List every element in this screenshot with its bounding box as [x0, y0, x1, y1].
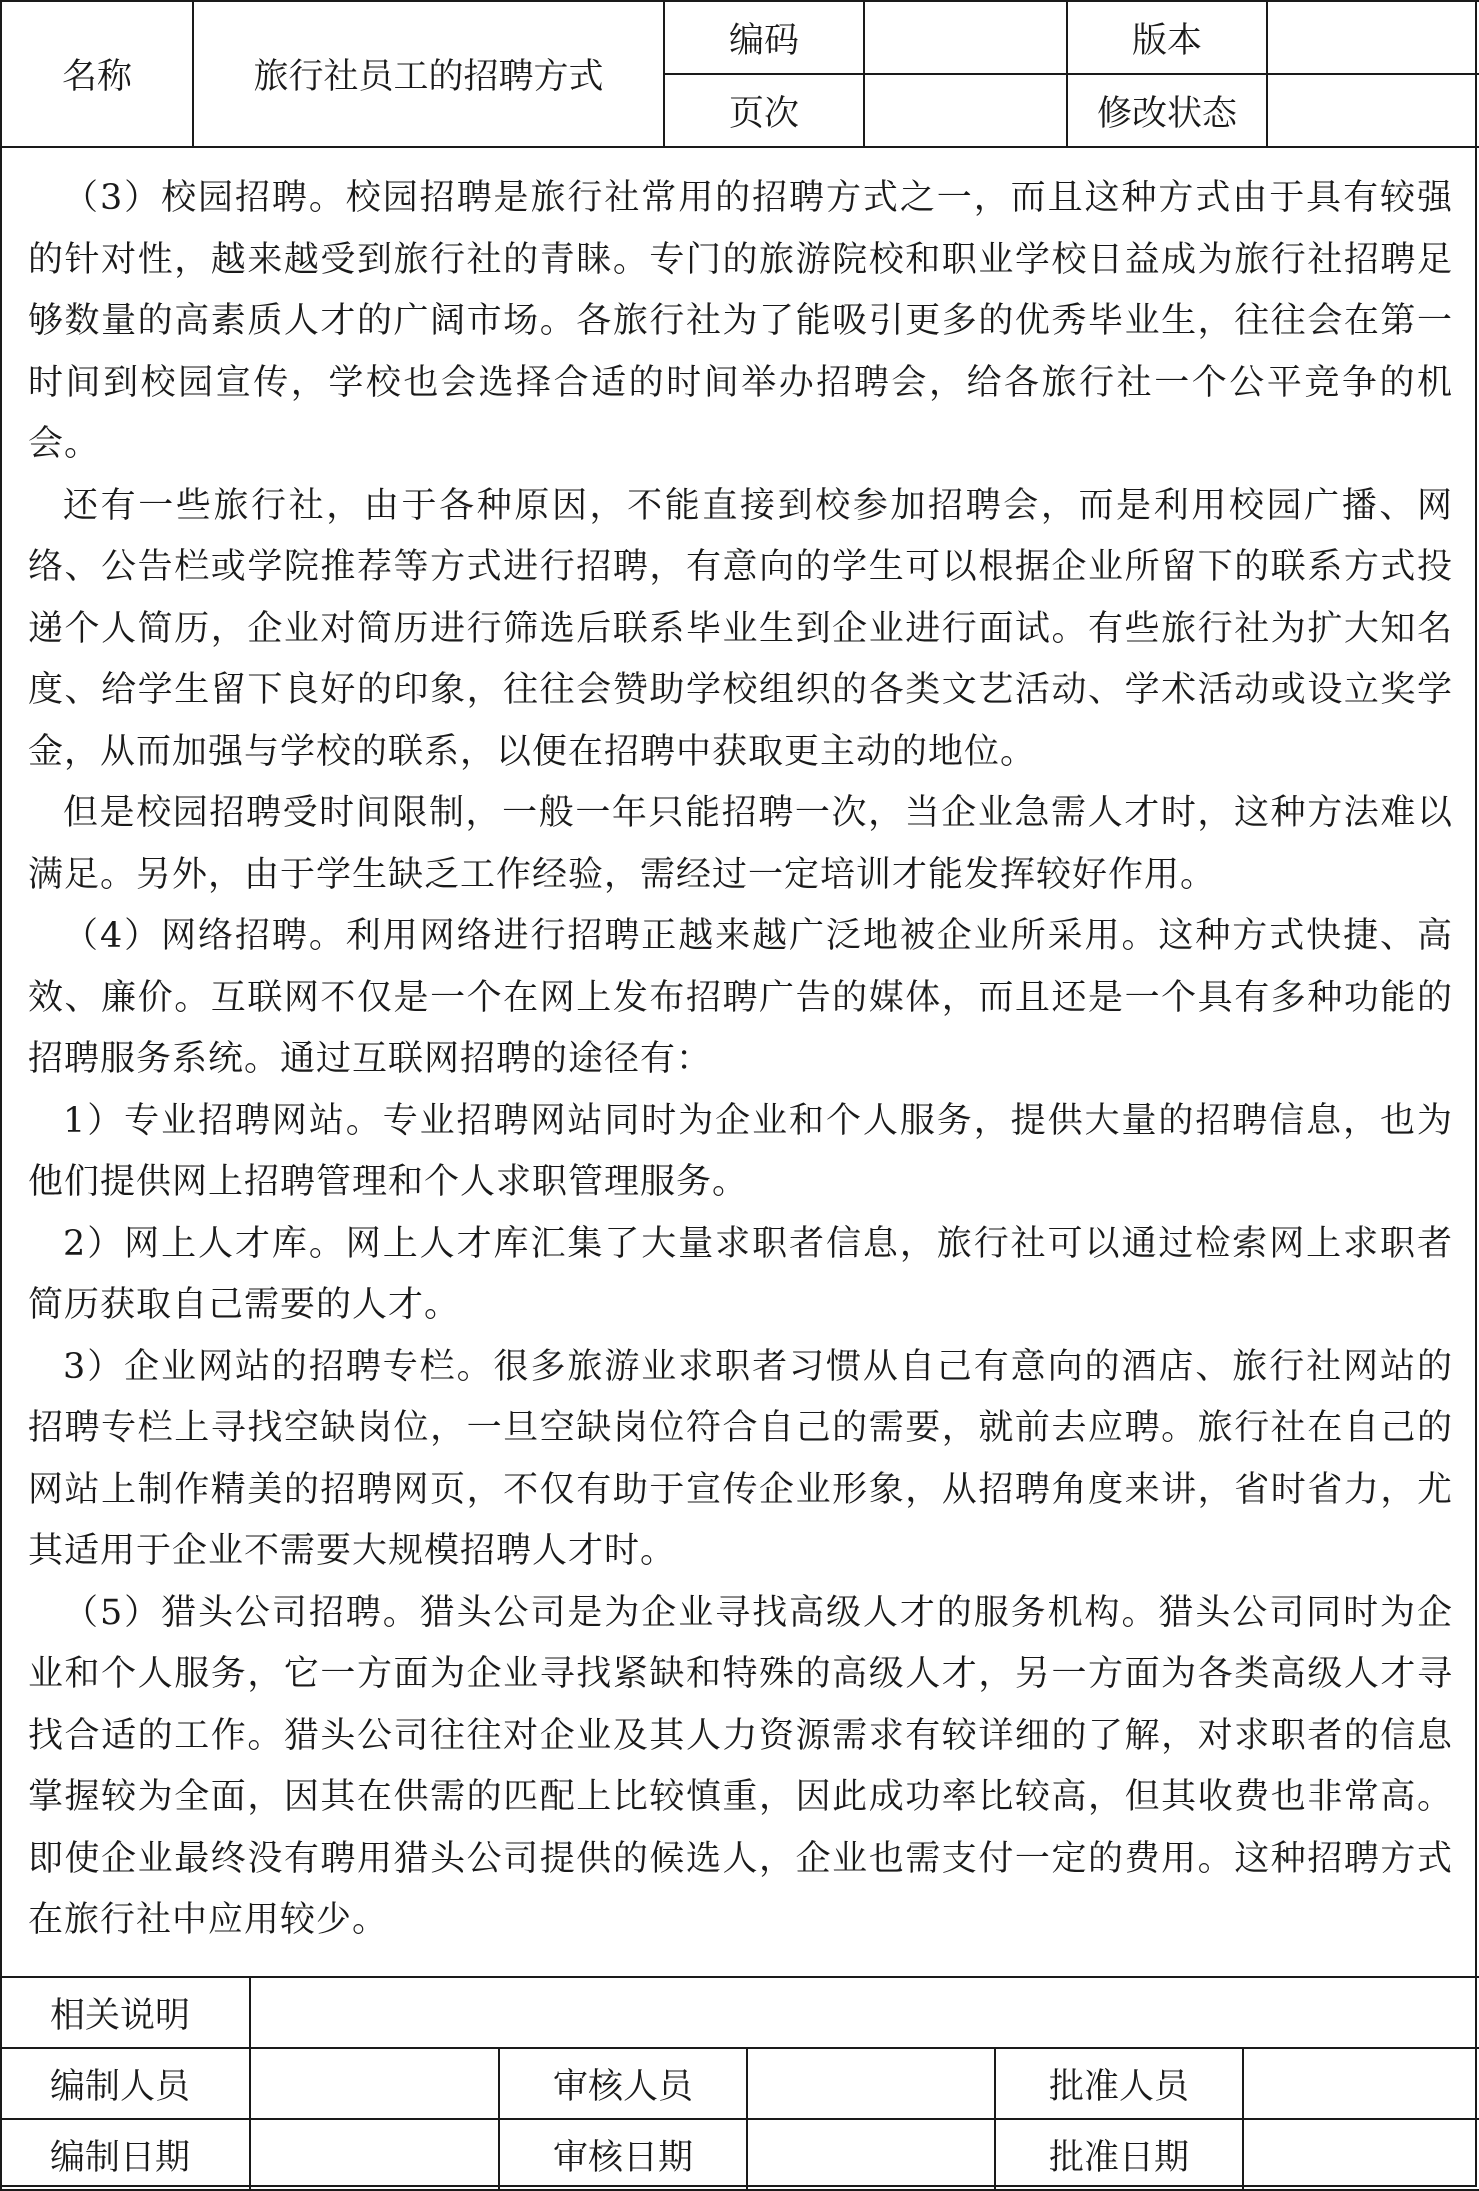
paragraph: （3）校园招聘。校园招聘是旅行社常用的招聘方式之一，而且这种方式由于具有较强的针对性，越来越受到旅行社的青睐。专门的旅游院校和职业学校日益成为旅行社招聘足够数量的高素质人才的广阔市场。各旅行社为了能吸引更多的优秀毕业生，往往会在第一时间到校园宣传，学校也会选择合适的时间举办招聘会，给各旅行社一个公平竞争的机会。: [28, 178, 1453, 464]
approver-label: 批准人员: [995, 2048, 1243, 2119]
paragraph: 3）企业网站的招聘专栏。很多旅游业求职者习惯从自己有意向的酒店、旅行社网站的招聘专栏上寻找空缺岗位，一旦空缺岗位符合自己的需要，就前去应聘。旅行社在自己的网站上制作精美的招聘网页，不仅有助于宣传企业形象，从招聘角度来讲，省时省力，尤其适用于企业不需要大规模招聘人才时。: [28, 1346, 1453, 1571]
editor-value: [250, 2048, 499, 2119]
notes-label: 相关说明: [1, 1977, 250, 2048]
reviewer-label: 审核人员: [499, 2048, 747, 2119]
paragraph: （5）猎头公司招聘。猎头公司是为企业寻找高级人才的服务机构。猎头公司同时为企业和个人服务，它一方面为企业寻找紧缺和特殊的高级人才，另一方面为各类高级人才寻找合适的工作。猎头公司往往对企业及其人力资源需求有较详细的了解，对求职者的信息掌握较为全面，因其在供需的匹配上比较慎重，因此成功率比较高，但其收费也非常高。即使企业最终没有聘用猎头公司提供的候选人，企业也需支付一定的费用。这种招聘方式在旅行社中应用较少。: [28, 1592, 1453, 1940]
approve-date-label: 批准日期: [995, 2119, 1243, 2190]
document-title: 旅行社员工的招聘方式: [193, 1, 664, 147]
body-text: [2, 146, 1475, 1976]
code-value: [864, 1, 1067, 74]
revision-value: [1267, 74, 1479, 147]
approver-value: [1243, 2048, 1479, 2119]
review-date-label: 审核日期: [499, 2119, 747, 2190]
approve-date-value: [1243, 2119, 1479, 2190]
revision-label: 修改状态: [1067, 74, 1267, 147]
paragraph: 1）专业招聘网站。专业招聘网站同时为企业和个人服务，提供大量的招聘信息，也为他们提供网上招聘管理和个人求职管理服务。: [28, 1100, 1453, 1202]
paragraph: （4）网络招聘。利用网络进行招聘正越来越广泛地被企业所采用。这种方式快捷、高效、廉价。互联网不仅是一个在网上发布招聘广告的媒体，而且还是一个具有多种功能的招聘服务系统。通过互联网招聘的途径有：: [28, 916, 1453, 1079]
edit-date-label: 编制日期: [1, 2119, 250, 2190]
code-label: 编码: [664, 1, 864, 74]
notes-value: [250, 1977, 1479, 2048]
paragraph: 2）网上人才库。网上人才库汇集了大量求职者信息，旅行社可以通过检索网上求职者简历获取自己需要的人才。: [28, 1223, 1453, 1325]
name-label: 名称: [1, 1, 193, 147]
paragraph: 还有一些旅行社，由于各种原因，不能直接到校参加招聘会，而是利用校园广播、网络、公告栏或学院推荐等方式进行招聘，有意向的学生可以根据企业所留下的联系方式投递个人简历，企业对简历进行筛选后联系毕业生到企业进行面试。有些旅行社为扩大知名度、给学生留下良好的印象，往往会赞助学校组织的各类文艺活动、学术活动或设立奖学金，从而加强与学校的联系，以便在招聘中获取更主动的地位。: [28, 485, 1453, 772]
version-label: 版本: [1067, 1, 1267, 74]
page-value: [864, 74, 1067, 147]
header-table: [0, 0, 1479, 148]
page-label: 页次: [664, 74, 864, 147]
paragraph: 但是校园招聘受时间限制，一般一年只能招聘一次，当企业急需人才时，这种方法难以满足。另外，由于学生缺乏工作经验，需经过一定培训才能发挥较好作用。: [28, 793, 1453, 895]
edit-date-value: [250, 2119, 499, 2190]
version-value: [1267, 1, 1479, 74]
reviewer-value: [747, 2048, 995, 2119]
footer-table: [0, 1976, 1479, 2191]
review-date-value: [747, 2119, 995, 2190]
editor-label: 编制人员: [1, 2048, 250, 2119]
